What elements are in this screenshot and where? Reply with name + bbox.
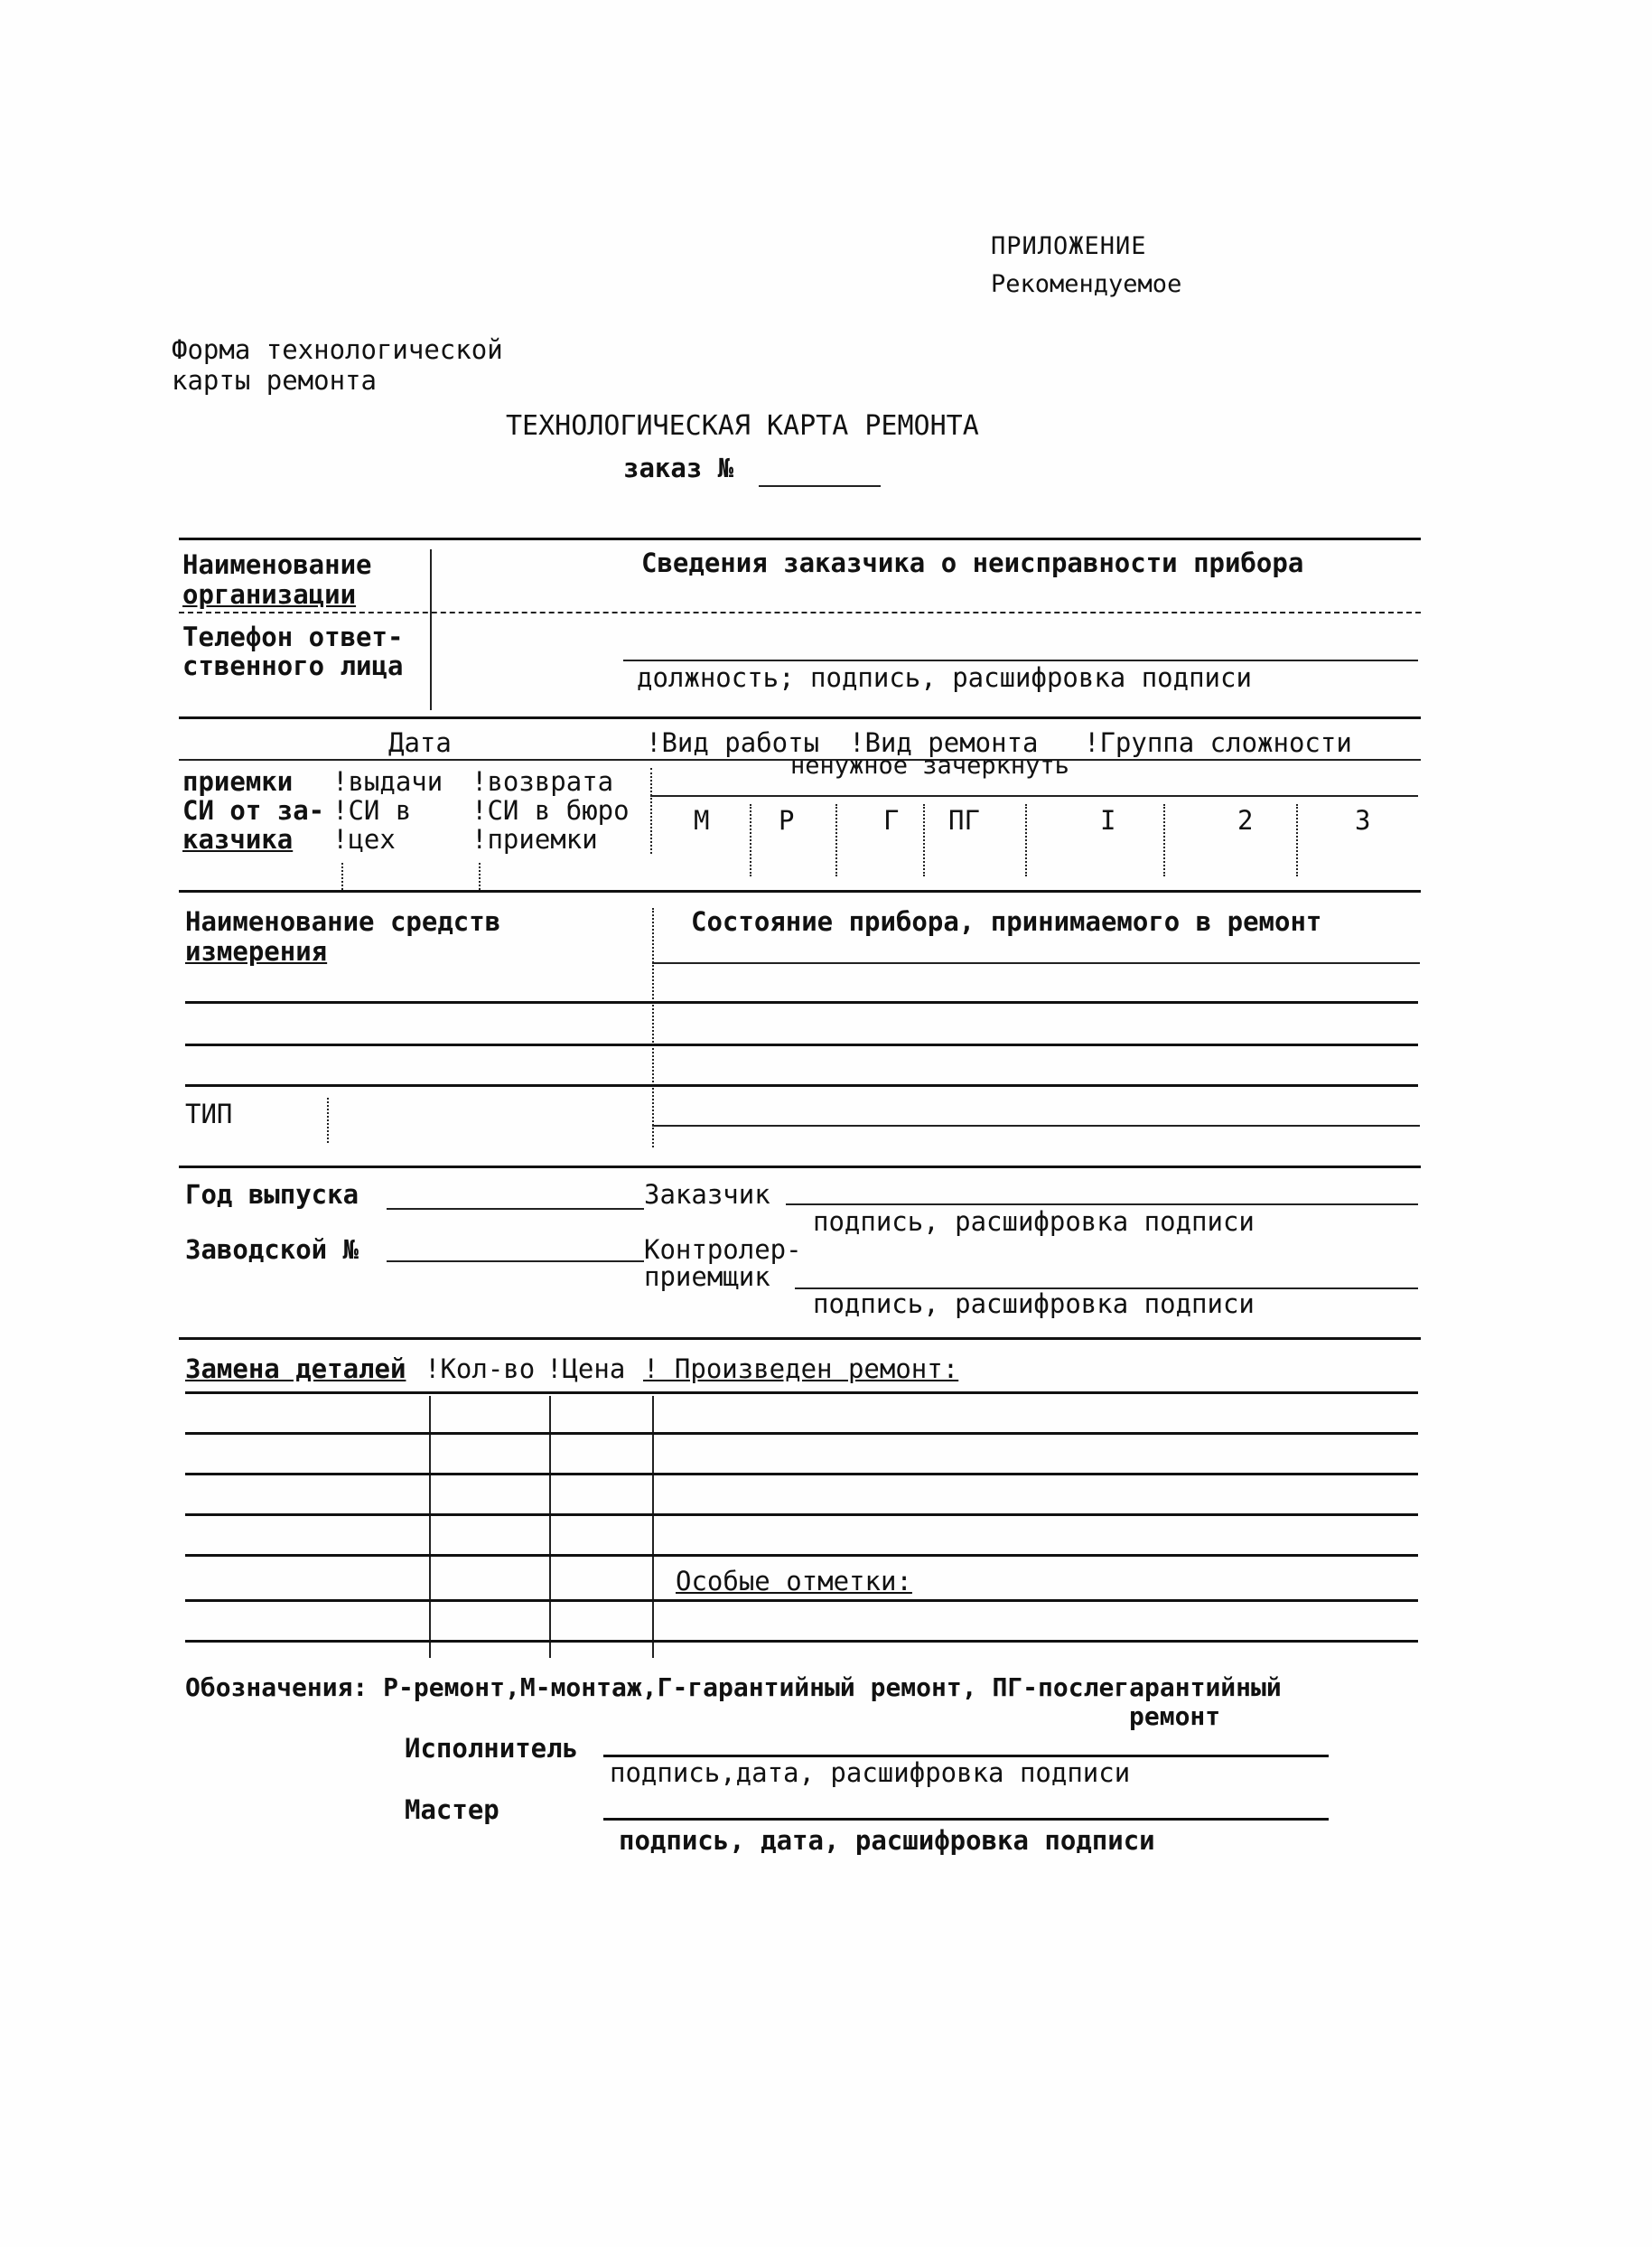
special-notes-label: Особые отметки: [676,1566,912,1596]
issue-date-line3: !цех [332,824,396,855]
repair-done-label: ! Произведен ремонт: [643,1353,959,1384]
recommended-label: Рекомендуемое [991,270,1182,298]
serial-number-label: Заводской № [185,1234,359,1265]
issue-date-line2: !СИ в [332,795,412,826]
rule [179,538,1421,540]
cross-out-note: ненужное зачеркнуть [790,752,1069,780]
rule [835,804,837,876]
rule [650,768,652,854]
date-header: Дата [388,727,452,758]
work-type-header: !Вид работы [646,727,820,758]
rule [327,1098,329,1143]
org-name-label-line1: Наименование [182,549,372,580]
customer-sign-blank[interactable] [786,1203,1418,1205]
customer-sign-caption: должность; подпись, расшифровка подписи [637,662,1252,693]
order-number-blank[interactable] [759,485,881,487]
rule [652,1125,1420,1127]
return-date-line1: !возврата [471,766,614,797]
instrument-name-label-line2: измерения [185,936,328,967]
parts-row [185,1432,1418,1435]
controller-label-line1: Контролер- [644,1234,802,1265]
rule [750,804,751,876]
rule [341,863,343,890]
controller-sign-caption: подпись, расшифровка подписи [813,1288,1255,1319]
rule [1163,804,1165,876]
appendix-label: ПРИЛОЖЕНИЕ [991,232,1147,260]
master-label: Мастер [405,1794,499,1825]
instrument-name-label-line1: Наименование средств [185,906,501,937]
condition-label: Состояние прибора, принимаемого в ремонт [691,906,1322,937]
rule [623,660,1418,661]
rule [923,804,925,876]
rule [185,1084,1418,1087]
parts-row [185,1554,1418,1557]
return-date-line3: !приемки [471,824,598,855]
complexity-header: !Группа сложности [1084,727,1352,758]
rule [652,908,654,1147]
code-pg[interactable]: ПГ [948,805,980,836]
parts-row [185,1513,1418,1516]
parts-row [185,1599,1418,1602]
customer-label: Заказчик [644,1179,770,1210]
form-caption-line1: Форма технологической [172,334,503,365]
legend-text: Обозначения: Р-ремонт,М-монтаж,Г-гарантийный ремонт, ПГ-послегарантийный [185,1672,1282,1702]
rule [179,890,1421,893]
rule [429,1396,431,1658]
parts-row [185,1473,1418,1475]
receive-date-line3: казчика [182,824,294,855]
phone-label-line2: ственного лица [182,651,404,681]
serial-number-blank[interactable] [387,1260,644,1262]
master-sign-blank[interactable] [603,1818,1329,1821]
rule [479,863,481,890]
customer-info-label: Сведения заказчика о неисправности прибора [641,548,1304,578]
executor-sign-caption: подпись,дата, расшифровка подписи [610,1757,1131,1788]
rule [179,612,1421,613]
document-title: ТЕХНОЛОГИЧЕСКАЯ КАРТА РЕМОНТА [506,410,979,442]
rule [179,1166,1421,1168]
release-year-blank[interactable] [387,1208,644,1210]
rule [185,1391,1418,1394]
receive-date-line2: СИ от за- [182,795,325,826]
form-caption-line2: карты ремонта [172,365,377,396]
code-g[interactable]: Г [883,805,900,836]
org-name-label-line2: организации [182,579,357,610]
master-sign-caption: подпись, дата, расшифровка подписи [619,1825,1155,1856]
parts-row [185,1640,1418,1643]
customer-sign-caption: подпись, расшифровка подписи [813,1206,1255,1237]
code-group-1[interactable]: I [1100,805,1116,836]
repair-type-header: !Вид ремонта [849,727,1039,758]
parts-qty-header: !Кол-во [425,1353,536,1384]
rule [430,549,432,710]
return-date-line2: !СИ в бюро [471,795,630,826]
code-group-2[interactable]: 2 [1237,805,1254,836]
rule [1296,804,1298,876]
rule [549,1396,551,1658]
rule [652,1396,654,1658]
rule [179,716,1421,719]
legend-text-line2: ремонт [1129,1701,1221,1731]
rule [652,962,1420,964]
code-m[interactable]: М [694,805,710,836]
code-r[interactable]: Р [779,805,795,836]
rule [185,1044,1418,1046]
issue-date-line1: !выдачи [332,766,443,797]
rule [179,1337,1421,1340]
controller-label-line2: приемщик [644,1261,770,1292]
release-year-label: Год выпуска [185,1179,359,1210]
type-label: ТИП [185,1099,233,1129]
order-number-label: заказ № [623,453,734,483]
phone-label-line1: Телефон ответ- [182,622,404,652]
rule [185,1001,1418,1004]
parts-replace-header: Замена деталей [185,1353,406,1384]
parts-price-header: !Цена [546,1353,626,1384]
rule [650,795,1418,797]
executor-label: Исполнитель [405,1733,579,1764]
rule [1025,804,1027,876]
receive-date-line1: приемки [182,766,294,797]
code-group-3[interactable]: 3 [1355,805,1371,836]
